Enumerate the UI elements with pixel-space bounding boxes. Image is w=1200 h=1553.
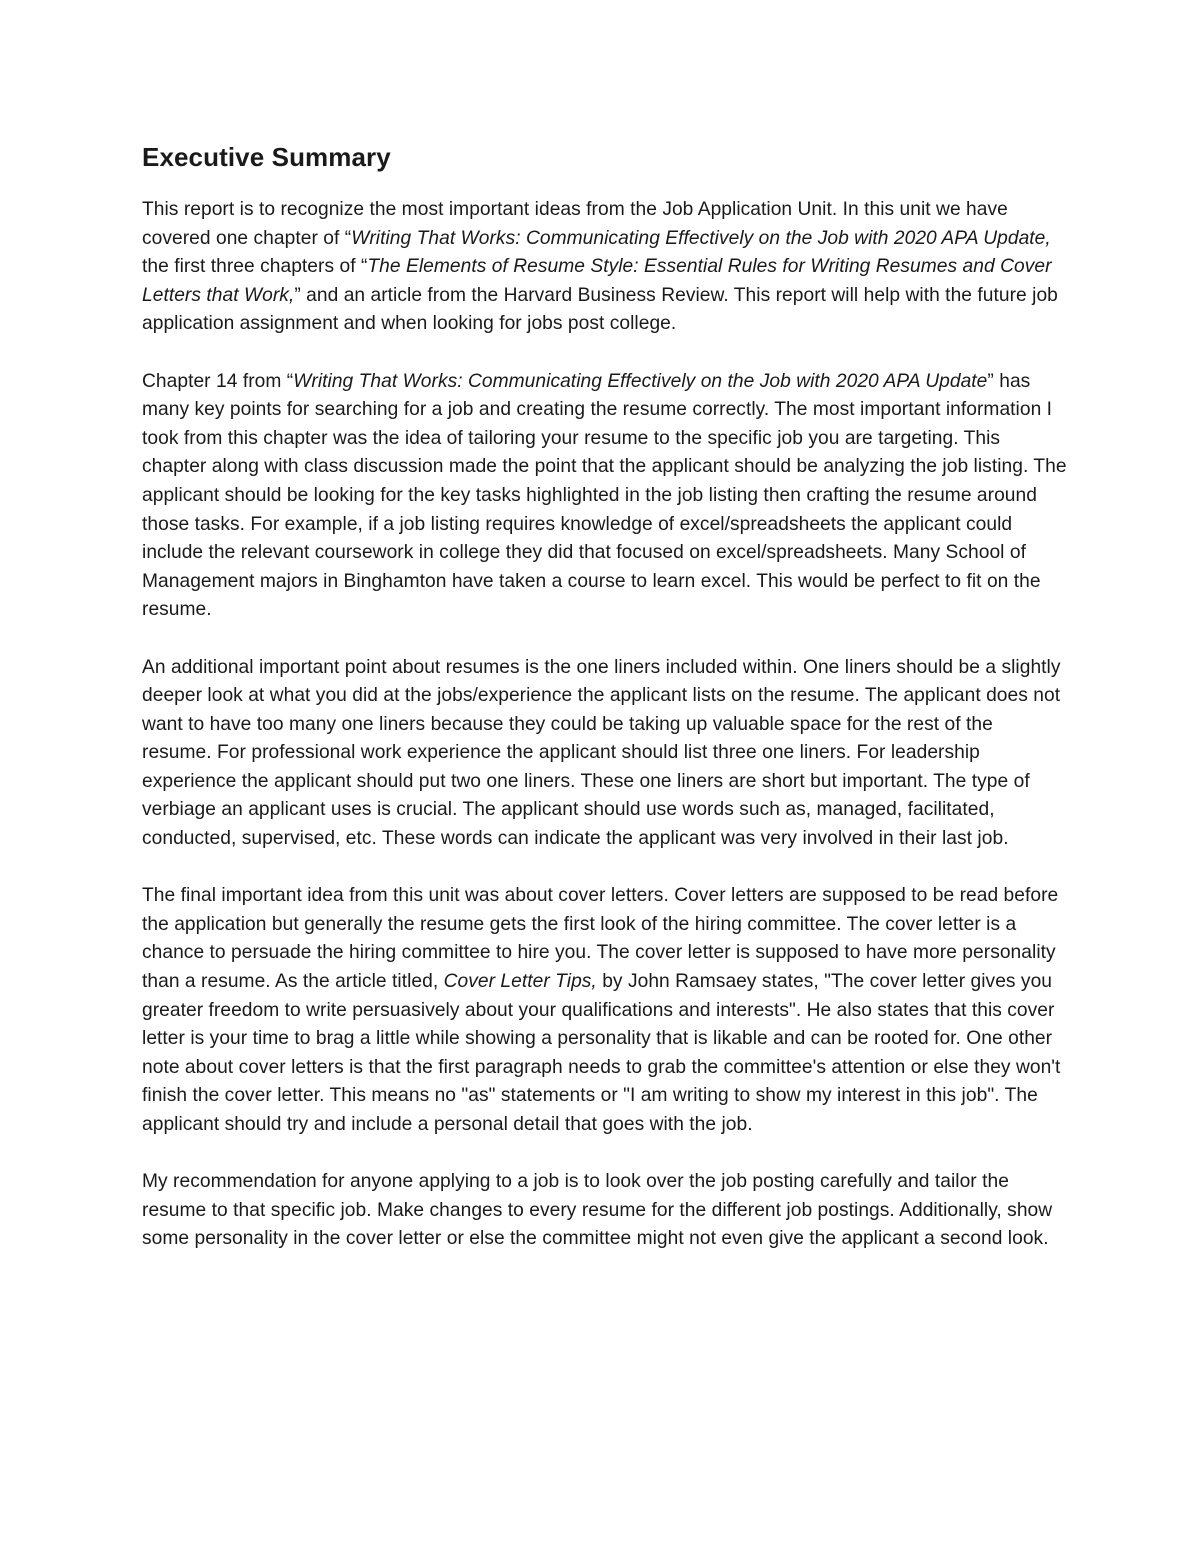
paragraph-cover-letters [142, 882, 1067, 1139]
text-run: the first three chapters of “ [142, 256, 368, 278]
book-title-writing-that-works: Writing That Works: Communicating Effectively on the Job with 2020 APA Update, [351, 227, 1051, 249]
paragraph-one-liners [142, 654, 1067, 854]
document-body [142, 138, 1067, 1283]
book-title-elements-of-resume-style: The Elements of Resume Style: Essential Rules for Writing Resumes and Cover Letters that Work, [142, 256, 1052, 306]
text-run: My recommendation for anyone applying to a job is to look over the job posting carefully and tailor the resume to that specific job. Make changes to every resume for the different job postings. Additionally, show some personality in the cover letter or else the committee might not even give the applicant a second look. [142, 1171, 1053, 1250]
book-title-writing-that-works: Writing That Works: Communicating Effectively on the Job with 2020 APA Update [293, 370, 988, 392]
text-run: This report is to recognize the most important ideas from the Job Application Unit. In this unit we have covered one chapter of “ [142, 199, 1008, 249]
paragraph-intro [142, 196, 1067, 339]
text-run: by John Ramsaey states, "The cover letter gives you greater freedom to write persuasively about your qualifications and interests". He also states that this cover letter is your time to brag a little while showing a personality that is likable and can be rooted for. One other note about cover letters is that the first paragraph needs to grab the committee's attention or else they won't finish the cover letter. This means no "as" statements or "I am writing to show my interest in this job". The applicant should try and include a personal detail that goes with the job. [142, 971, 1061, 1135]
text-run: The final important idea from this unit was about cover letters. Cover letters are supposed to be read before the application but generally the resume gets the first look of the hiring committee. The cover letter is a chance to persuade the hiring committee to hire you. The cover letter is supposed to have more personality than a resume. As the article titled, [142, 885, 1059, 993]
article-title-cover-letter-tips: Cover Letter Tips, [443, 971, 597, 993]
text-run: ” and an article from the Harvard Business Review. This report will help with the future job application assignment and when looking for jobs post college. [142, 284, 1058, 335]
text-run: Chapter 14 from “ [142, 370, 294, 392]
paragraph-recommendation [142, 1168, 1067, 1254]
document-title: Executive Summary [142, 142, 391, 172]
text-run: ” has many key points for searching for a job and creating the resume correctly. The most important information I took from this chapter was the idea of tailoring your resume to the specific job you are targeting. This chapter along with class discussion made the point that the applicant should be analyzing the job listing. The applicant should be looking for the key tasks highlighted in the job listing then crafting the resume around those tasks. For example, if a job listing requires knowledge of excel/spreadsheets the applicant could include the relevant coursework in college they did that focused on excel/spreadsheets. Many School of Management majors in Binghamton have taken a course to learn excel. This would be perfect to fit on the resume. [142, 370, 1067, 621]
text-run: An additional important point about resumes is the one liners included within. One liners should be a slightly deeper look at what you did at the jobs/experience the applicant lists on the resume. The applicant does not want to have too many one liners because they could be taking up valuable space for the rest of the resume. For professional work experience the applicant should list three one liners. For leadership experience the applicant should put two one liners. These one liners are short but important. The type of verbiage an applicant uses is crucial. The applicant should use words such as, managed, facilitated, conducted, supervised, etc. These words can indicate the applicant was very involved in their last job. [142, 656, 1061, 850]
paragraph-chapter-14 [142, 368, 1067, 625]
